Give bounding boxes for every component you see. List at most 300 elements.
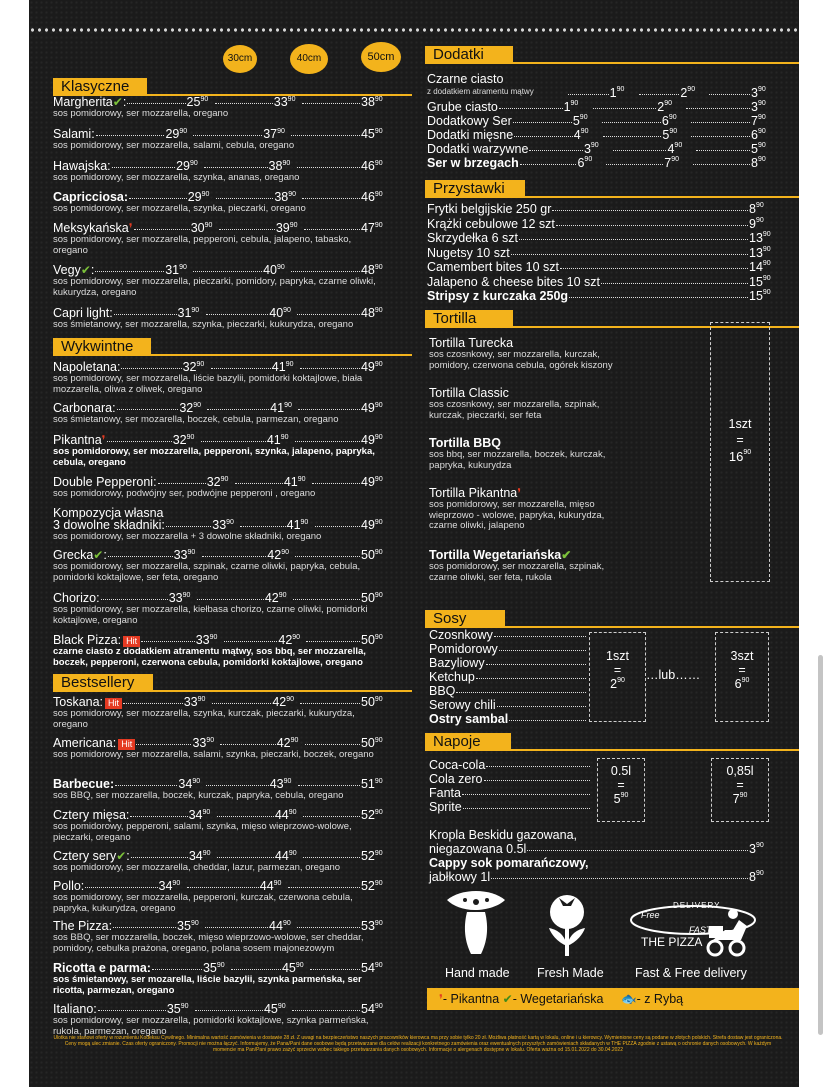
sosy-qty-3: 3szt	[730, 649, 754, 663]
przystawki-price: $9^{90}$	[749, 216, 764, 231]
dodatki-price-1: $2^{90}$	[657, 100, 673, 114]
price-30: $25^{90}$	[186, 95, 209, 109]
pizza-item	[53, 920, 388, 954]
price-30: $31^{90}$	[165, 263, 187, 277]
leaf-icon: ✔	[502, 992, 513, 1006]
dot-leader	[204, 167, 267, 168]
dodatki-price-1: $6^{90}$	[661, 114, 677, 128]
pizza-item	[53, 696, 388, 730]
tortilla-name: Tortilla Pikantna❜	[429, 486, 522, 500]
dot-leader	[291, 135, 360, 136]
price-30: $33^{90}$	[212, 518, 234, 532]
price-30: $34^{90}$	[178, 777, 201, 791]
pizza-name: Chorizo:	[53, 591, 100, 605]
przystawki-name: Stripsy z kurczaka 250g	[427, 289, 569, 303]
dot-leader	[606, 164, 663, 165]
pizza-ingredients: sos pomidorowy, ser mozzarella, pieczarki, pomidory, papryka, czarne oliwki, kukurydza, oregano	[53, 276, 376, 298]
pizza-ingredients: sos pomidorowy, ser mozzarella, szynka, kurczak, pieczarki, kukurydza, oregano	[53, 708, 355, 730]
pizza-item	[53, 128, 388, 152]
dot-leader	[202, 556, 267, 557]
dodatki-name: Dodatki mięsne	[427, 128, 514, 142]
pizza-name: Grecka	[53, 548, 94, 562]
price-30: $32^{90}$	[179, 401, 202, 415]
pizza-ingredients: sos pomidorowy, ser mozzarella, pepperoni, szynka, jalapeno, papryka, cebula, oregano	[53, 446, 375, 468]
price-30: $35^{90}$	[166, 1002, 189, 1016]
napoj-item	[429, 786, 591, 800]
sos-item	[429, 628, 587, 642]
dot-leader	[216, 198, 274, 199]
dodatki-name: Dodatki warzywne	[427, 142, 529, 156]
dot-leader	[141, 641, 195, 642]
price-30: $35^{90}$	[177, 919, 199, 933]
dodatki-price-1: $5^{90}$	[662, 128, 678, 142]
price-30: $33^{90}$	[192, 736, 215, 750]
dodatki-price-2: $8^{90}$	[751, 156, 766, 170]
price-50: $50^{90}$	[361, 633, 383, 647]
tortilla-eq: =	[736, 433, 744, 447]
dot-leader	[292, 1010, 360, 1011]
dodatki-price-1: $2^{90}$	[680, 86, 696, 100]
napoje-qty-05: 0.5l	[610, 764, 632, 778]
dodatki-price-1: $7^{90}$	[664, 156, 679, 170]
dodatki-price-0: $3^{90}$	[583, 142, 599, 156]
dot-leader	[288, 887, 360, 888]
section-tortilla: Tortilla	[425, 310, 513, 328]
napoj-name: Cola zero	[429, 772, 483, 786]
pizza-name: Cztery mięsa:	[53, 808, 130, 822]
price-50: $49^{90}$	[360, 360, 383, 374]
dodatki-subtitle: z dodatkiem atramentu mątwy	[427, 87, 534, 96]
size-badge-30: 30cm	[223, 45, 257, 73]
dot-leader	[235, 483, 283, 484]
sos-name: BBQ	[429, 684, 456, 698]
dot-leader	[568, 94, 609, 95]
dot-leader	[691, 136, 750, 137]
dodatki-name: Grube ciasto	[427, 100, 498, 114]
tortilla-item	[429, 548, 699, 583]
dodatki-name: Dodatkowy Ser	[427, 114, 512, 128]
napoj-item	[429, 772, 591, 786]
price-50: $38^{90}$	[361, 95, 383, 109]
dot-leader	[291, 271, 360, 272]
price-50: $46^{90}$	[360, 159, 383, 173]
tortilla-item	[429, 386, 699, 421]
pizza-name: Vegy	[53, 263, 81, 277]
pizza-item	[53, 634, 388, 668]
dot-leader	[300, 368, 360, 369]
dot-leader	[295, 556, 360, 557]
price-40: $44^{90}$	[269, 919, 291, 933]
pizza-ingredients: sos pomidorowy, pepperoni, salami, szynka, mięso wieprzowo-wolowe, pieczarki, oregano	[53, 821, 352, 843]
dot-leader	[158, 483, 206, 484]
price-30: $34^{90}$	[188, 849, 211, 863]
price-50: $50^{90}$	[361, 695, 383, 709]
price-30: $33^{90}$	[168, 591, 191, 605]
hit-badge: Hit	[118, 739, 135, 750]
dot-leader	[166, 526, 211, 527]
pizza-price-line: Grecka ✔ : $33^{90}$ $42^{90}$ $50^{90}$	[53, 549, 388, 562]
price-40: $39^{90}$	[275, 221, 298, 235]
pizza-name: Italiano:	[53, 1002, 97, 1016]
pizza-item	[53, 737, 388, 761]
dodatki-price-2: $7^{90}$	[751, 114, 766, 128]
section-przystawki: Przystawki	[425, 180, 525, 198]
pizza-ingredients: sos BBQ, ser mozzarella, boczek, kurczak, papryka, cebula, oregano	[53, 790, 344, 801]
sosy-price-box-3	[715, 632, 769, 722]
pizza-name: Capri light:	[53, 306, 113, 320]
tortilla-ingredients: sos czosnkowy, ser mozzarella, kurczak, pomidory, czerwona cebula, ogórek kiszony	[429, 349, 613, 371]
przystawki-name: Camembert bites 10 szt	[427, 260, 559, 274]
tortilla-ingredients: sos bbq, ser mozzarella, boczek, kurczak, papryka, kukurydza	[429, 449, 606, 471]
dot-leader	[486, 664, 586, 665]
dot-leader	[315, 526, 360, 527]
section-line	[145, 690, 412, 692]
dot-leader	[456, 692, 586, 693]
pizza-name: Ricotta e parma:	[53, 961, 151, 975]
dot-leader	[304, 229, 360, 230]
pizza-item	[53, 361, 388, 395]
napoje-qty-085: 0,85l	[726, 764, 754, 778]
dot-leader	[520, 164, 577, 165]
dot-leader	[552, 210, 748, 211]
dot-leader	[312, 483, 360, 484]
pizza-ingredients: sos pomidorowy, ser mozzarella, szynka, ananas, oregano	[53, 172, 300, 183]
pizza-name: Pollo:	[53, 879, 85, 893]
napoj-name: Fanta	[429, 786, 461, 800]
przystawki-item	[427, 202, 777, 216]
dot-leader	[85, 887, 157, 888]
price-40: $41^{90}$	[271, 360, 294, 374]
pizza-ingredients: sos pomidorowy, podwójny ser, podwójne pepperoni , oregano	[53, 488, 316, 499]
kropla-price: $3^{90}$	[749, 842, 764, 856]
dot-leader	[519, 239, 748, 240]
dot-leader	[602, 122, 661, 123]
dot-leader	[293, 599, 360, 600]
pizza-item	[53, 476, 388, 500]
sos-item	[429, 642, 587, 656]
sos-item	[429, 656, 587, 670]
dotted-border	[29, 26, 799, 34]
dot-leader	[302, 103, 360, 104]
price-50: $49^{90}$	[361, 433, 383, 447]
dot-leader	[96, 135, 165, 136]
tortilla-price-box	[710, 322, 770, 582]
leaf-icon: ✔	[561, 548, 572, 562]
dot-leader	[117, 409, 179, 410]
pizza-item	[53, 508, 388, 543]
sosy-or: …lub……	[646, 668, 701, 682]
dot-leader	[195, 1010, 263, 1011]
price-50: $50^{90}$	[361, 591, 383, 605]
dot-leader	[101, 599, 168, 600]
size-badge-40: 40cm	[290, 44, 328, 74]
section-line	[143, 354, 412, 356]
przystawki-item	[427, 231, 777, 245]
tortilla-name: Tortilla Turecka	[429, 336, 514, 350]
scrollbar[interactable]	[818, 655, 823, 1035]
tortilla-item	[429, 486, 699, 532]
price-30: $34^{90}$	[158, 879, 181, 893]
napoje-eq-085: =	[736, 778, 744, 792]
section-line	[503, 749, 799, 751]
pizza-name: Meksykańska	[53, 221, 129, 235]
dot-leader	[298, 785, 360, 786]
hit-badge: Hit	[123, 636, 140, 647]
dot-leader	[211, 368, 271, 369]
dot-leader	[499, 650, 586, 651]
section-bestsellery: Bestsellery	[53, 674, 153, 692]
tortilla-name: Tortilla Classic	[429, 386, 509, 400]
pizza-item	[53, 222, 388, 256]
price-30: $34^{90}$	[188, 808, 211, 822]
pizza-ingredients: sos pomidorowy, ser mozzarella, szynka, pieczarki, oregano	[53, 203, 306, 214]
tortilla-ingredients: sos czosnkowy, ser mozzarella, szpinak, kurczak, pieczarki, ser feta	[429, 399, 600, 421]
kropla-line1: Kropla Beskidu gazowana,	[429, 828, 578, 842]
kropla-item	[429, 842, 777, 856]
dodatki-price-0: $1^{90}$	[563, 100, 579, 114]
sos-name: Serowy chili	[429, 698, 496, 712]
price-40: $38^{90}$	[268, 159, 291, 173]
dodatki-price-2: $6^{90}$	[750, 128, 766, 142]
section-dodatki: Dodatki	[425, 46, 513, 64]
pizza-ingredients: sos śmietanowy, ser mozzarella, szynka, pieczarki, kukurydza, oregano	[53, 319, 354, 330]
pizza-item	[53, 160, 388, 184]
price-50: $46^{90}$	[361, 190, 383, 204]
legend-bar	[427, 988, 799, 1010]
price-40: $45^{90}$	[281, 961, 304, 975]
napoje-price-05: $5^{90}$	[613, 792, 629, 806]
price-50: $49^{90}$	[360, 401, 383, 415]
dot-leader	[121, 368, 181, 369]
przystawki-item	[427, 275, 777, 289]
dot-leader	[302, 198, 360, 199]
delivery-brand-text: THE PIZZA	[641, 935, 703, 949]
sos-name: Czosnkowy	[429, 628, 493, 642]
dot-leader	[108, 556, 173, 557]
dot-leader	[206, 314, 269, 315]
tortilla-ingredients: sos pomidorowy, ser mozzarella, szpinak, czarne oliwki, ser feta, rukola	[429, 561, 605, 583]
dot-leader	[693, 164, 750, 165]
dot-leader	[306, 641, 360, 642]
pizza-ingredients: sos śmietanowy, ser mozarella, boczek, cebula, parmezan, oregano	[53, 414, 339, 425]
dot-leader	[300, 703, 360, 704]
dot-leader	[136, 744, 191, 745]
pizza-name: Americana:	[53, 736, 117, 750]
dot-leader	[205, 927, 268, 928]
price-50: $54^{90}$	[361, 1002, 383, 1016]
pizza-ingredients: sos BBQ, ser mozzarella, boczek, mięso wieprzowo-wolowe, ser cheddar, pomidory, cebulka prażona, oregano, polana sosem majonezowym	[53, 932, 364, 954]
dodatki-price-0: $5^{90}$	[572, 114, 588, 128]
pizza-ingredients: sos śmietanowy, ser mozarella, liście bazylii, szynka parmeńska, ser ricotta, parmezan, oregano	[53, 974, 362, 996]
pizza-name: Capricciosa:	[53, 190, 129, 204]
przystawki-price: $13^{90}$	[749, 245, 771, 260]
dodatki-czarne-ciasto: Czarne ciasto	[427, 72, 504, 86]
pizza-item	[53, 434, 388, 468]
cappy-item	[429, 870, 777, 884]
dot-leader	[509, 720, 586, 721]
dot-leader	[295, 441, 360, 442]
dodatki-price-2: $3^{90}$	[751, 86, 766, 100]
pizza-ingredients: sos pomidorowy, ser mozzarella, pepperoni, kurczak, czerwona cebula, papryka, kukurydza, oregano	[53, 892, 353, 914]
price-40: $44^{90}$	[259, 879, 282, 893]
dot-leader	[686, 108, 750, 109]
dot-leader	[193, 135, 262, 136]
dot-leader	[613, 150, 667, 151]
napoje-price-085: $7^{90}$	[732, 792, 748, 806]
pizza-ingredients: sos pomidorowy, ser mozzarella, oregano	[53, 108, 229, 119]
section-line	[517, 196, 799, 198]
leaf-icon: ✔	[116, 849, 127, 863]
price-40: $40^{90}$	[269, 306, 291, 320]
dot-leader	[212, 703, 272, 704]
pizza-name-top: Kompozycja własna	[53, 506, 164, 520]
price-30: $29^{90}$	[176, 159, 198, 173]
dot-leader	[131, 857, 188, 858]
pizza-name: Double Pepperoni:	[53, 475, 157, 489]
dot-leader	[593, 108, 657, 109]
legend-fish: - z Rybą	[636, 992, 684, 1006]
dot-leader	[297, 314, 360, 315]
sos-item	[429, 684, 587, 698]
przystawki-name: Nugetsy 10 szt	[427, 245, 510, 260]
sos-name: Ostry sambal	[429, 712, 509, 726]
pizza-name: Salami:	[53, 127, 95, 141]
pizza-name: Black Pizza:	[53, 633, 122, 647]
price-40: $37^{90}$	[263, 127, 285, 141]
price-40: $41^{90}$	[266, 433, 289, 447]
dot-leader	[134, 229, 190, 230]
napoj-name: Coca-cola	[429, 758, 486, 772]
price-50: $48^{90}$	[360, 263, 383, 277]
pizza-item	[53, 402, 388, 426]
section-wykwintne: Wykwintne	[53, 338, 151, 356]
dot-leader	[107, 441, 172, 442]
tortilla-qty: 1szt	[728, 417, 752, 431]
chili-icon: ❜	[517, 486, 522, 500]
dot-leader	[696, 150, 750, 151]
dot-leader	[219, 229, 275, 230]
dot-leader	[206, 785, 268, 786]
price-50: $49^{90}$	[361, 518, 383, 532]
napoj-item	[429, 758, 591, 772]
dot-leader	[529, 150, 583, 151]
pizza-name: Margherita	[53, 95, 113, 109]
dot-leader	[231, 969, 281, 970]
hit-badge: Hit	[105, 698, 122, 709]
przystawki-price: $15^{90}$	[749, 289, 771, 303]
dot-leader	[152, 969, 202, 970]
dot-leader	[112, 167, 175, 168]
fish-icon: 🐟	[620, 992, 637, 1006]
dot-leader	[217, 857, 274, 858]
dodatki-item	[427, 156, 779, 170]
delivery-delivery-text: DELIVERY	[673, 901, 721, 910]
price-50: $48^{90}$	[361, 306, 383, 320]
dot-leader	[462, 794, 590, 795]
menu-flyer	[29, 0, 799, 1087]
caption-fresh-made: Fresh Made	[537, 966, 604, 980]
cappy-line1: Cappy sok pomarańczowy,	[429, 856, 589, 870]
dot-leader	[115, 785, 177, 786]
price-30: $33^{90}$	[173, 548, 196, 562]
price-30: $31^{90}$	[177, 306, 200, 320]
price-30: $32^{90}$	[182, 360, 205, 374]
price-40: $42^{90}$	[278, 633, 301, 647]
dot-leader	[303, 857, 360, 858]
tomato-icon	[537, 888, 597, 960]
dot-leader	[113, 927, 176, 928]
pizza-name: 3 dowolne składniki:	[53, 518, 165, 532]
chili-icon: ❜	[439, 992, 443, 1006]
tortilla-name: Tortilla BBQ	[429, 436, 501, 450]
dot-leader	[709, 94, 750, 95]
dot-leader	[511, 254, 748, 255]
przystawki-item	[427, 289, 777, 303]
pizza-ingredients: sos pomidorowy, ser mozzarella, liście bazylii, pomidorki koktajlowe, biała mozzarella, oliwa z oliwek, oregano	[53, 373, 363, 395]
pizza-item	[53, 592, 388, 626]
sos-name: Bazyliowy	[429, 656, 485, 670]
price-40: $43^{90}$	[269, 777, 292, 791]
tortilla-ingredients: sos pomidorowy, ser mozzarella, mięso wieprzowo - wolowe, papryka, kukurydza, czarne oliwki, jalapeno	[429, 499, 605, 531]
dot-leader	[556, 225, 748, 226]
dot-leader	[127, 103, 185, 104]
dodatki-price-2: $3^{90}$	[750, 100, 766, 114]
price-50: $47^{90}$	[360, 221, 383, 235]
przystawki-name: Krążki cebulowe 12 szt	[427, 216, 555, 231]
kropla-line2: niegazowana 0.5l	[429, 842, 527, 856]
dot-leader	[123, 703, 183, 704]
pizza-ingredients: sos pomidorowy, ser mozzarella, szpinak, czarne oliwki, papryka, cebula, pomidorki koktajlowe, ser feta, oregano	[53, 561, 361, 583]
dot-leader	[298, 409, 360, 410]
sosy-price-3: $6^{90}$	[734, 677, 750, 691]
pizza-item	[53, 809, 388, 843]
price-40: $42^{90}$	[272, 695, 295, 709]
dot-leader	[499, 108, 563, 109]
leaf-icon: ✔	[112, 95, 123, 109]
tortilla-item	[429, 336, 699, 371]
dot-leader	[130, 816, 187, 817]
leaf-icon: ✔	[93, 548, 104, 562]
dot-leader	[310, 969, 360, 970]
dot-leader	[197, 599, 264, 600]
dot-leader	[486, 766, 590, 767]
price-40: $40^{90}$	[263, 263, 285, 277]
dot-leader	[691, 122, 750, 123]
dot-leader	[224, 641, 278, 642]
price-40: $42^{90}$	[276, 736, 299, 750]
tortilla-price: $16^{90}$	[728, 449, 752, 464]
delivery-fast-text: FAST	[689, 925, 712, 935]
pizza-name: Pikantna	[53, 433, 102, 447]
price-50: $54^{90}$	[361, 961, 383, 975]
pizza-item	[53, 850, 388, 874]
dodatki-item	[427, 142, 779, 156]
price-30: $29^{90}$	[187, 190, 210, 204]
price-30: $33^{90}$	[183, 695, 206, 709]
sos-item	[429, 670, 587, 684]
przystawki-price: $8^{90}$	[749, 202, 764, 216]
pizza-ingredients: sos pomidorowy, ser mozzarella, pepperoni, cebula, jalapeno, tabasko, oregano	[53, 234, 352, 256]
leaf-icon: ✔	[80, 263, 91, 277]
price-50: $45^{90}$	[360, 127, 383, 141]
dot-leader	[201, 441, 266, 442]
przystawki-name: Frytki belgijskie 250 gr	[427, 202, 552, 216]
przystawki-item	[427, 217, 777, 231]
dot-leader	[114, 314, 177, 315]
price-50: $52^{90}$	[361, 808, 383, 822]
dot-leader	[207, 409, 269, 410]
tortilla-item	[429, 436, 699, 471]
